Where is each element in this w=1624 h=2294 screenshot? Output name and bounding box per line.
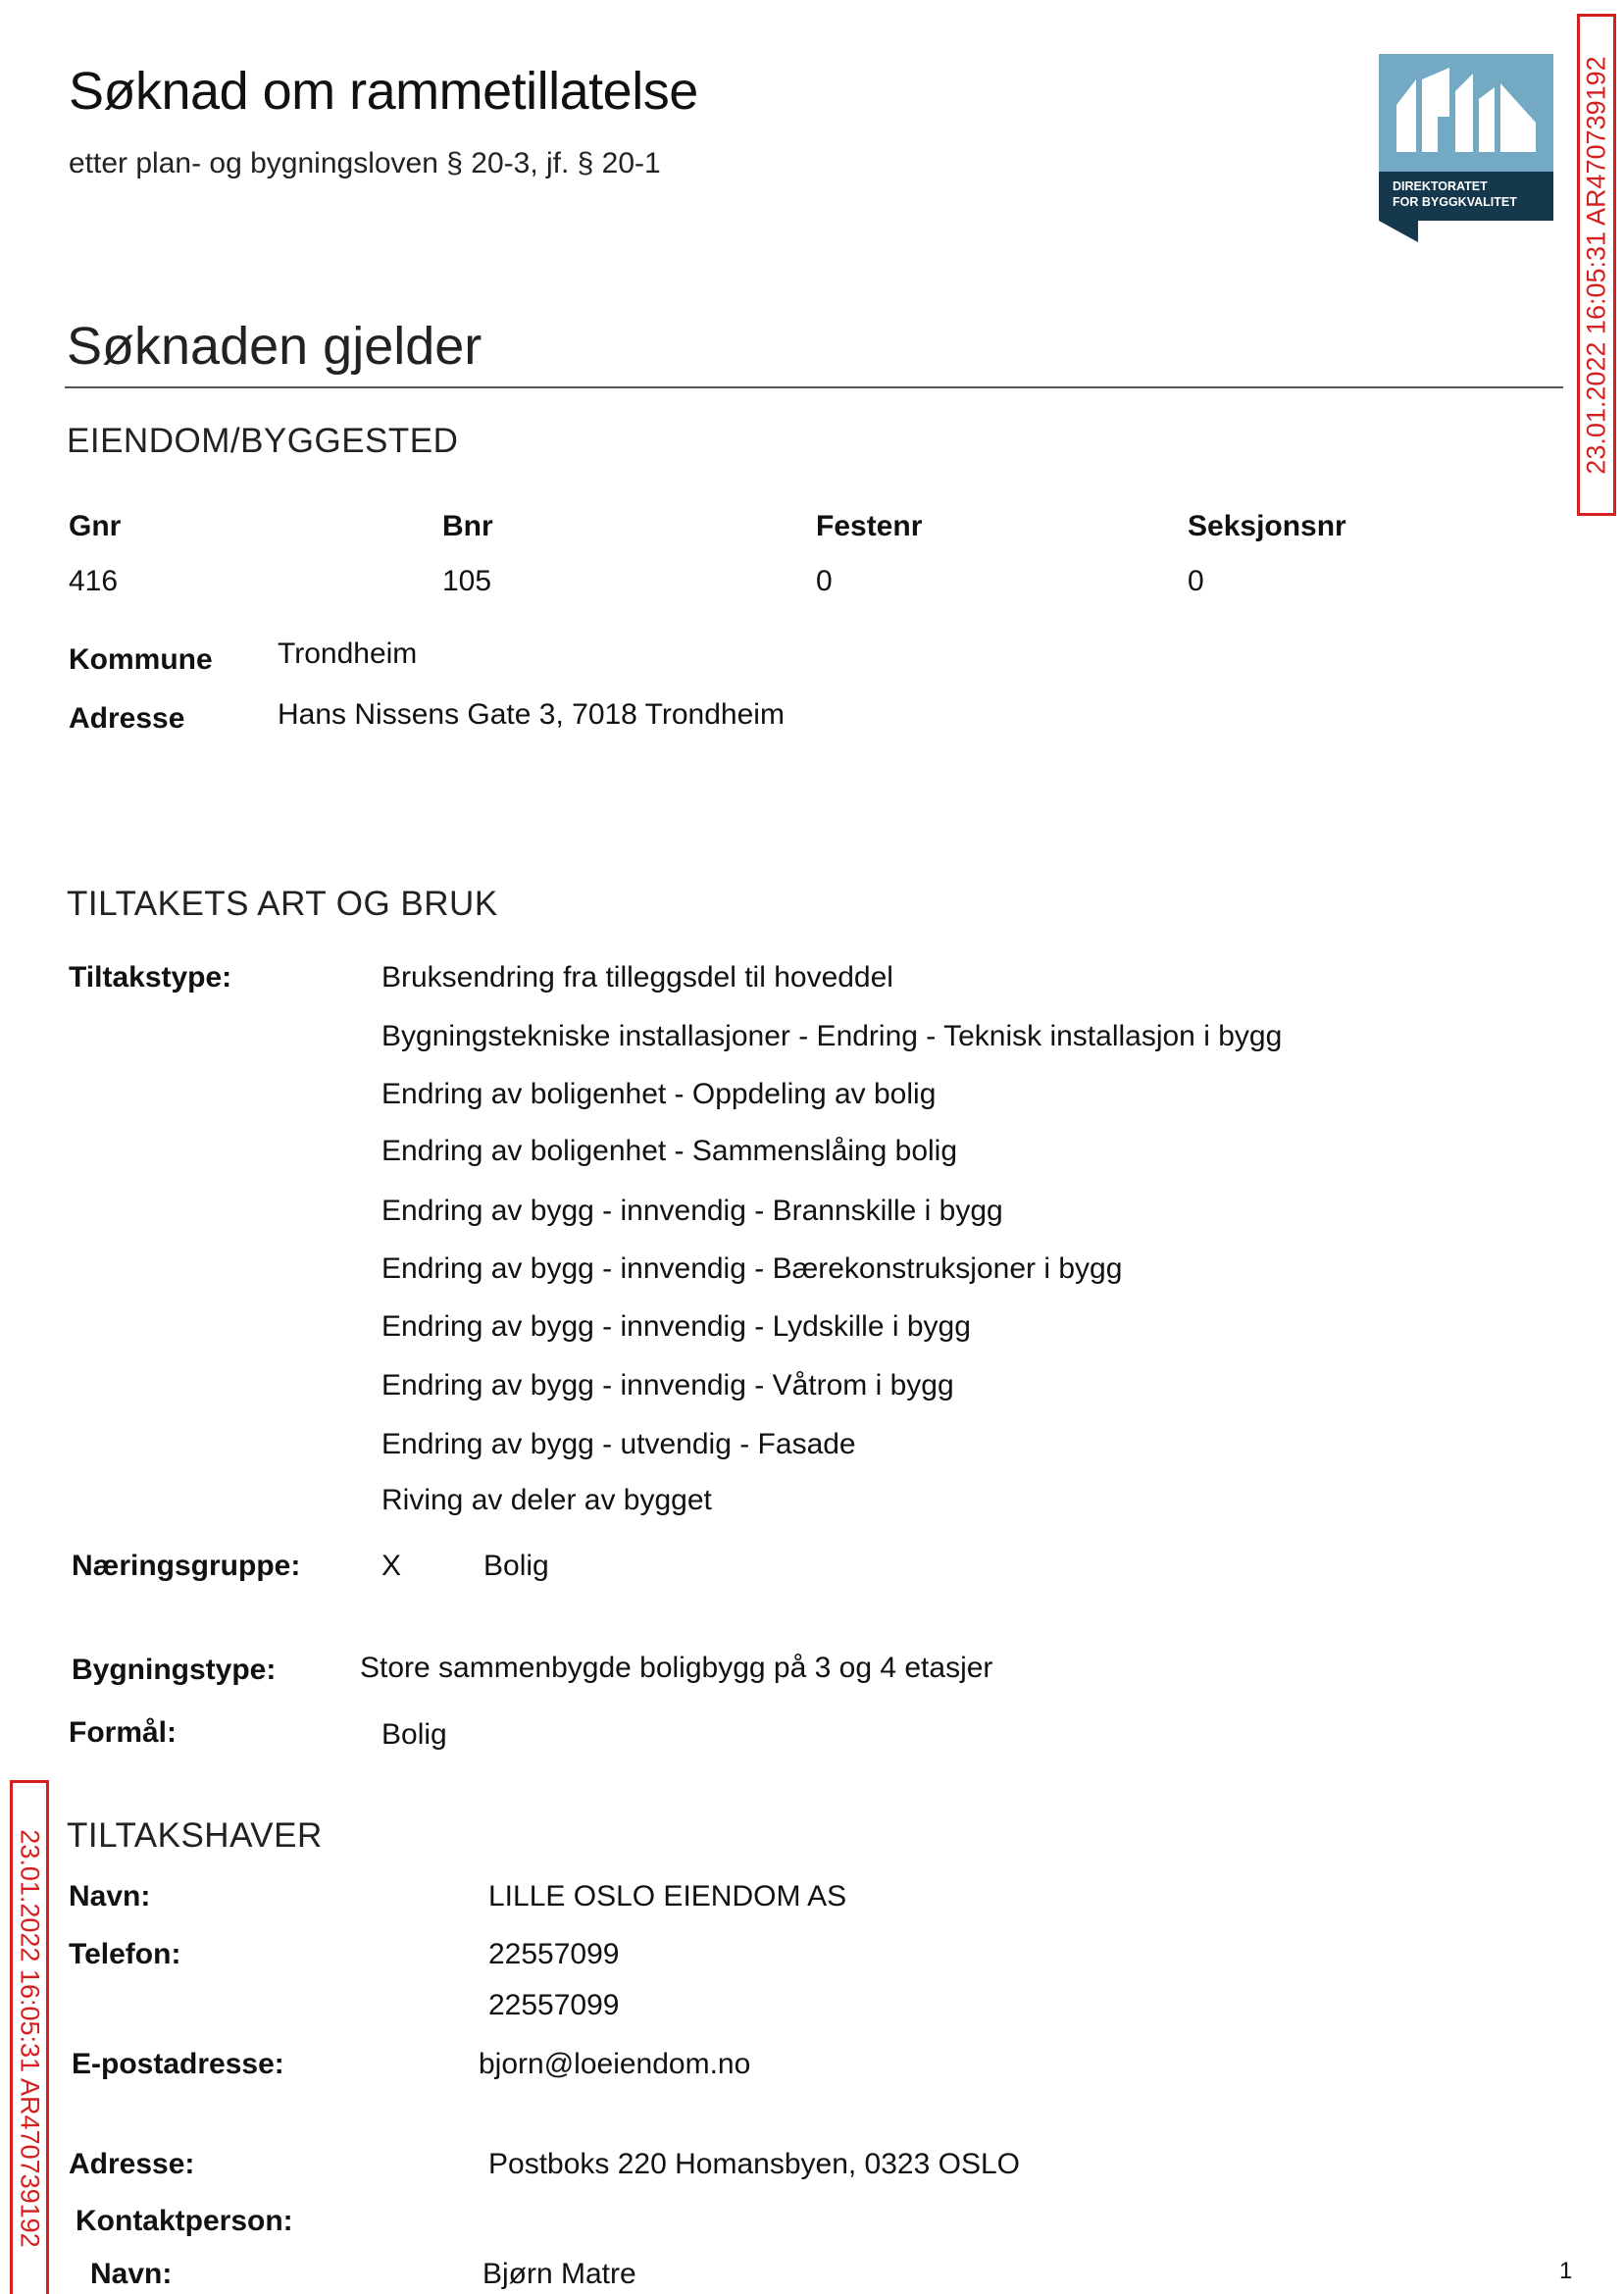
kontakt-navn-value: Bjørn Matre: [482, 2258, 636, 2290]
bygningstype-value: Store sammenbygde boligbygg på 3 og 4 etasjer: [360, 1652, 993, 1684]
adresse-value: Hans Nissens Gate 3, 7018 Trondheim: [278, 698, 785, 731]
tiltakstype-item: Endring av boligenhet - Oppdeling av bolig: [381, 1078, 937, 1110]
naeringsgruppe-value: Bolig: [483, 1550, 549, 1582]
tiltak-heading: TILTAKETS ART OG BRUK: [67, 885, 498, 923]
adresse-label: Adresse: [69, 702, 185, 735]
logo-text-line2: FOR BYGGKVALITET: [1393, 195, 1517, 209]
gnr-label: Gnr: [69, 510, 122, 542]
property-heading: EIENDOM/BYGGESTED: [67, 422, 459, 460]
tiltakshaver-adresse-label: Adresse:: [69, 2148, 195, 2180]
seksjonsnr-value: 0: [1188, 565, 1204, 597]
page-number: 1: [1559, 2258, 1573, 2284]
logo-text-line1: DIREKTORATET: [1393, 179, 1488, 193]
tiltakstype-label: Tiltakstype:: [69, 961, 232, 994]
tiltakstype-item: Endring av bygg - innvendig - Brannskille i bygg: [381, 1195, 1003, 1227]
tiltakstype-item: Riving av deler av bygget: [381, 1484, 712, 1516]
kommune-label: Kommune: [69, 643, 213, 676]
epost-label: E-postadresse:: [72, 2048, 284, 2080]
epost-value: bjorn@loeiendom.no: [479, 2048, 751, 2080]
seksjonsnr-label: Seksjonsnr: [1188, 510, 1346, 542]
kommune-value: Trondheim: [278, 637, 418, 670]
section-divider: [65, 386, 1563, 388]
bygningstype-label: Bygningstype:: [72, 1654, 277, 1686]
gnr-value: 416: [69, 565, 119, 597]
archive-stamp-side: [10, 1780, 49, 2294]
navn-label: Navn:: [69, 1880, 151, 1912]
naeringsgruppe-label: Næringsgruppe:: [72, 1550, 301, 1582]
tiltakshaver-heading: TILTAKSHAVER: [67, 1816, 323, 1855]
formal-value: Bolig: [381, 1718, 447, 1751]
tiltakstype-item: Bruksendring fra tilleggsdel til hoveddel: [381, 961, 893, 994]
section-title: Søknaden gjelder: [67, 317, 482, 376]
kontakt-navn-label: Navn:: [90, 2258, 173, 2290]
dibk-logo: [1379, 54, 1553, 242]
telefon-label: Telefon:: [69, 1938, 181, 1970]
bnr-value: 105: [442, 565, 492, 597]
document-subtitle: etter plan- og bygningsloven § 20-3, jf. § 20-1: [69, 147, 661, 179]
tiltakstype-item: Bygningstekniske installasjoner - Endring - Teknisk installasjon i bygg: [381, 1020, 1283, 1052]
archive-stamp: [1577, 14, 1616, 516]
telefon-value-2: 22557099: [488, 1989, 620, 2021]
tiltakstype-item: Endring av bygg - innvendig - Bærekonstruksjoner i bygg: [381, 1252, 1123, 1285]
festenr-value: 0: [816, 565, 833, 597]
navn-value: LILLE OSLO EIENDOM AS: [488, 1880, 847, 1912]
kontaktperson-label: Kontaktperson:: [76, 2205, 293, 2237]
telefon-value: 22557099: [488, 1938, 620, 1970]
document-title: Søknad om rammetillatelse: [69, 62, 698, 121]
festenr-label: Festenr: [816, 510, 923, 542]
naeringsgruppe-code: X: [381, 1550, 402, 1582]
tiltakshaver-adresse-value: Postboks 220 Homansbyen, 0323 OSLO: [488, 2148, 1020, 2180]
archive-stamp-text: 23.01.2022 16:05:31 AR470739192: [1581, 55, 1611, 475]
bnr-label: Bnr: [442, 510, 493, 542]
formal-label: Formål:: [69, 1716, 178, 1749]
archive-stamp-side-text: 23.01.2022 16:05:31 AR470739192: [15, 1829, 45, 2248]
tiltakstype-item: Endring av boligenhet - Sammenslåing bolig: [381, 1135, 958, 1167]
tiltakstype-item: Endring av bygg - utvendig - Fasade: [381, 1428, 856, 1460]
tiltakstype-item: Endring av bygg - innvendig - Lydskille i bygg: [381, 1310, 971, 1343]
tiltakstype-item: Endring av bygg - innvendig - Våtrom i bygg: [381, 1369, 954, 1402]
